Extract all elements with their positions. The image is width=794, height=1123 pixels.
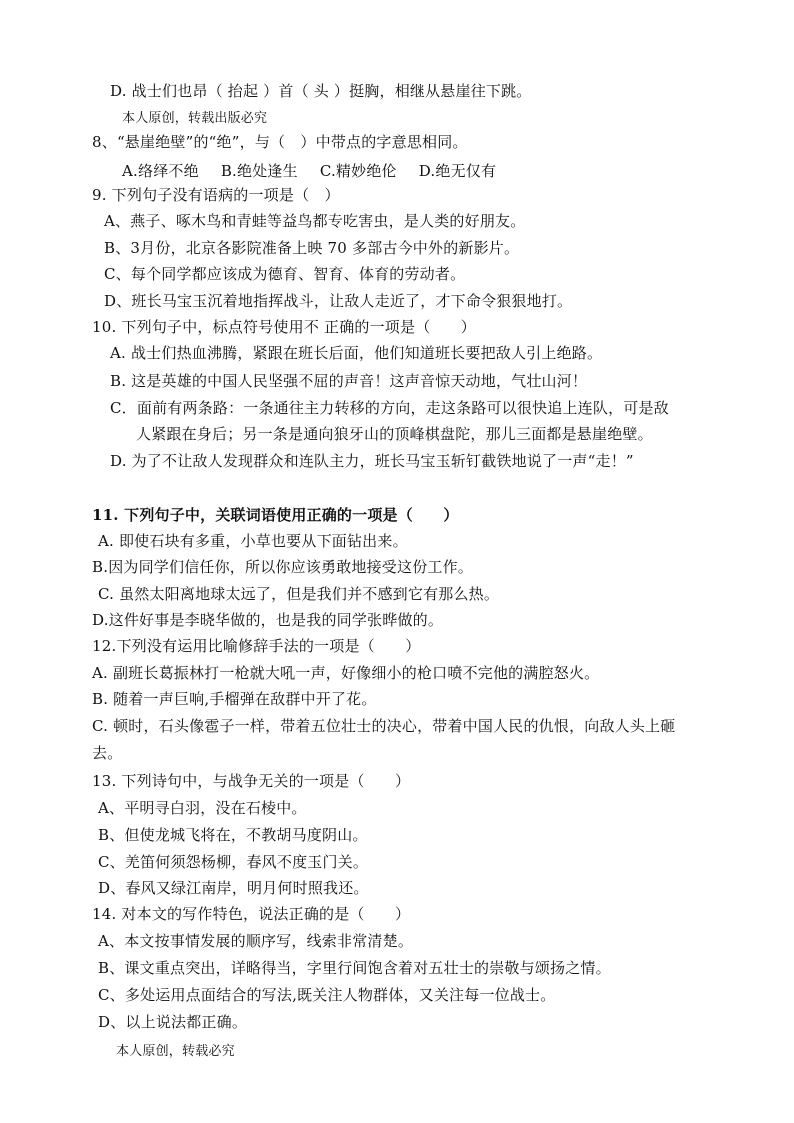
q12-option-a: A. 副班长葛振林打一枪就大吼一声，好像细小的枪口喷不完他的满腔怒火。 xyxy=(92,664,600,682)
q8-option-c: C.精妙绝伦 xyxy=(319,162,397,180)
q10-option-b: B. 这是英雄的中国人民坚强不屈的声音！这声音惊天动地，气壮山河！ xyxy=(110,372,588,390)
q8-option-b: B.绝处逢生 xyxy=(220,162,298,180)
q9-option-c: C、每个同学都应该成为德育、智育、体育的劳动者。 xyxy=(104,265,466,283)
q9-option-a: A、燕子、啄木鸟和青蛙等益鸟都专吃害虫，是人类的好朋友。 xyxy=(104,212,526,230)
q14-option-c: C、多处运用点面结合的写法,既关注人物群体，又关注每一位战士。 xyxy=(98,986,556,1004)
q12-option-c-line1: C. 顿时，石头像雹子一样，带着五位壮士的决心，带着中国人民的仇恨，向敌人头上砸 xyxy=(92,717,676,735)
q14-option-a: A、本文按事情发展的顺序写，线索非常清楚。 xyxy=(98,932,414,950)
q13-option-a: A、平明寻白羽，没在石棱中。 xyxy=(98,799,307,817)
q13-option-d: D、春风又绿江南岸，明月何时照我还。 xyxy=(98,879,369,897)
q7-option-d: D. 战士们也昂（ 抬起 ）首（ 头 ）挺胸，相继从悬崖往下跳。 xyxy=(110,82,532,100)
copyright-note-footer: 本人原创，转载必究 xyxy=(116,1044,235,1059)
q11-option-b: B.因为同学们信任你，所以你应该勇敢地接受这份工作。 xyxy=(92,558,473,576)
q12-option-c-line2: 去。 xyxy=(92,744,123,762)
q8-option-a: A.络绎不绝 xyxy=(122,162,199,180)
q9-option-d: D、班长马宝玉沉着地指挥战斗，让敌人走近了，才下命令狠狠地打。 xyxy=(104,292,573,310)
question-9: 9. 下列句子没有语病的一项是（ ） xyxy=(92,186,340,204)
question-14: 14. 对本文的写作特色，说法正确的是（ ） xyxy=(92,905,411,923)
q14-option-b: B、课文重点突出，详略得当，字里行间饱含着对五壮士的崇敬与颂扬之情。 xyxy=(98,959,611,977)
q8-option-d: D.绝无仅有 xyxy=(418,162,497,180)
q8-options xyxy=(122,161,518,181)
question-12: 12.下列没有运用比喻修辞手法的一项是（ ） xyxy=(92,637,421,655)
q10-option-a: A. 战士们热血沸腾，紧跟在班长后面，他们知道班长要把敌人引上绝路。 xyxy=(110,344,603,362)
q9-option-b: B、3月份，北京各影院准备上映 70 多部古今中外的新影片。 xyxy=(104,239,520,257)
question-8: 8、“悬崖绝壁”的“绝”，与（ ）中带点的字意思相同。 xyxy=(92,133,468,151)
question-10: 10. 下列句子中，标点符号使用不 正确的一项是（ ） xyxy=(92,318,476,336)
q13-option-b: B、但使龙城飞将在，不教胡马度阴山。 xyxy=(98,826,368,844)
copyright-note: 本人原创，转载出版必究 xyxy=(122,111,268,126)
q11-option-c: C. 虽然太阳离地球太远了，但是我们并不感到它有那么热。 xyxy=(98,585,500,603)
q14-option-d: D、以上说法都正确。 xyxy=(98,1013,248,1031)
question-13: 13. 下列诗句中，与战争无关的一项是（ ） xyxy=(92,772,411,790)
q10-option-c-line2: 人紧跟在身后；另一条是通向狼牙山的顶峰棋盘陀，那儿三面都是悬崖绝壁。 xyxy=(136,425,653,443)
q12-option-b: B. 随着一声巨响,手榴弹在敌群中开了花。 xyxy=(92,690,377,708)
q11-option-d: D.这件好事是李晓华做的，也是我的同学张晔做的。 xyxy=(92,611,444,629)
q10-option-d: D. 为了不让敌人发现群众和连队主力，班长马宝玉斩钉截铁地说了一声“走！” xyxy=(110,452,634,470)
q13-option-c: C、羌笛何须怨杨柳，春风不度玉门关。 xyxy=(98,853,369,871)
q11-option-a: A. 即使石块有多重，小草也要从下面钻出来。 xyxy=(98,532,408,550)
question-11: 11. 下列句子中，关联词语使用正确的一项是（ ） xyxy=(92,506,459,524)
q10-option-c-line1: C．面前有两条路：一条通往主力转移的方向，走这条路可以很快追上连队，可是敌 xyxy=(110,399,669,417)
